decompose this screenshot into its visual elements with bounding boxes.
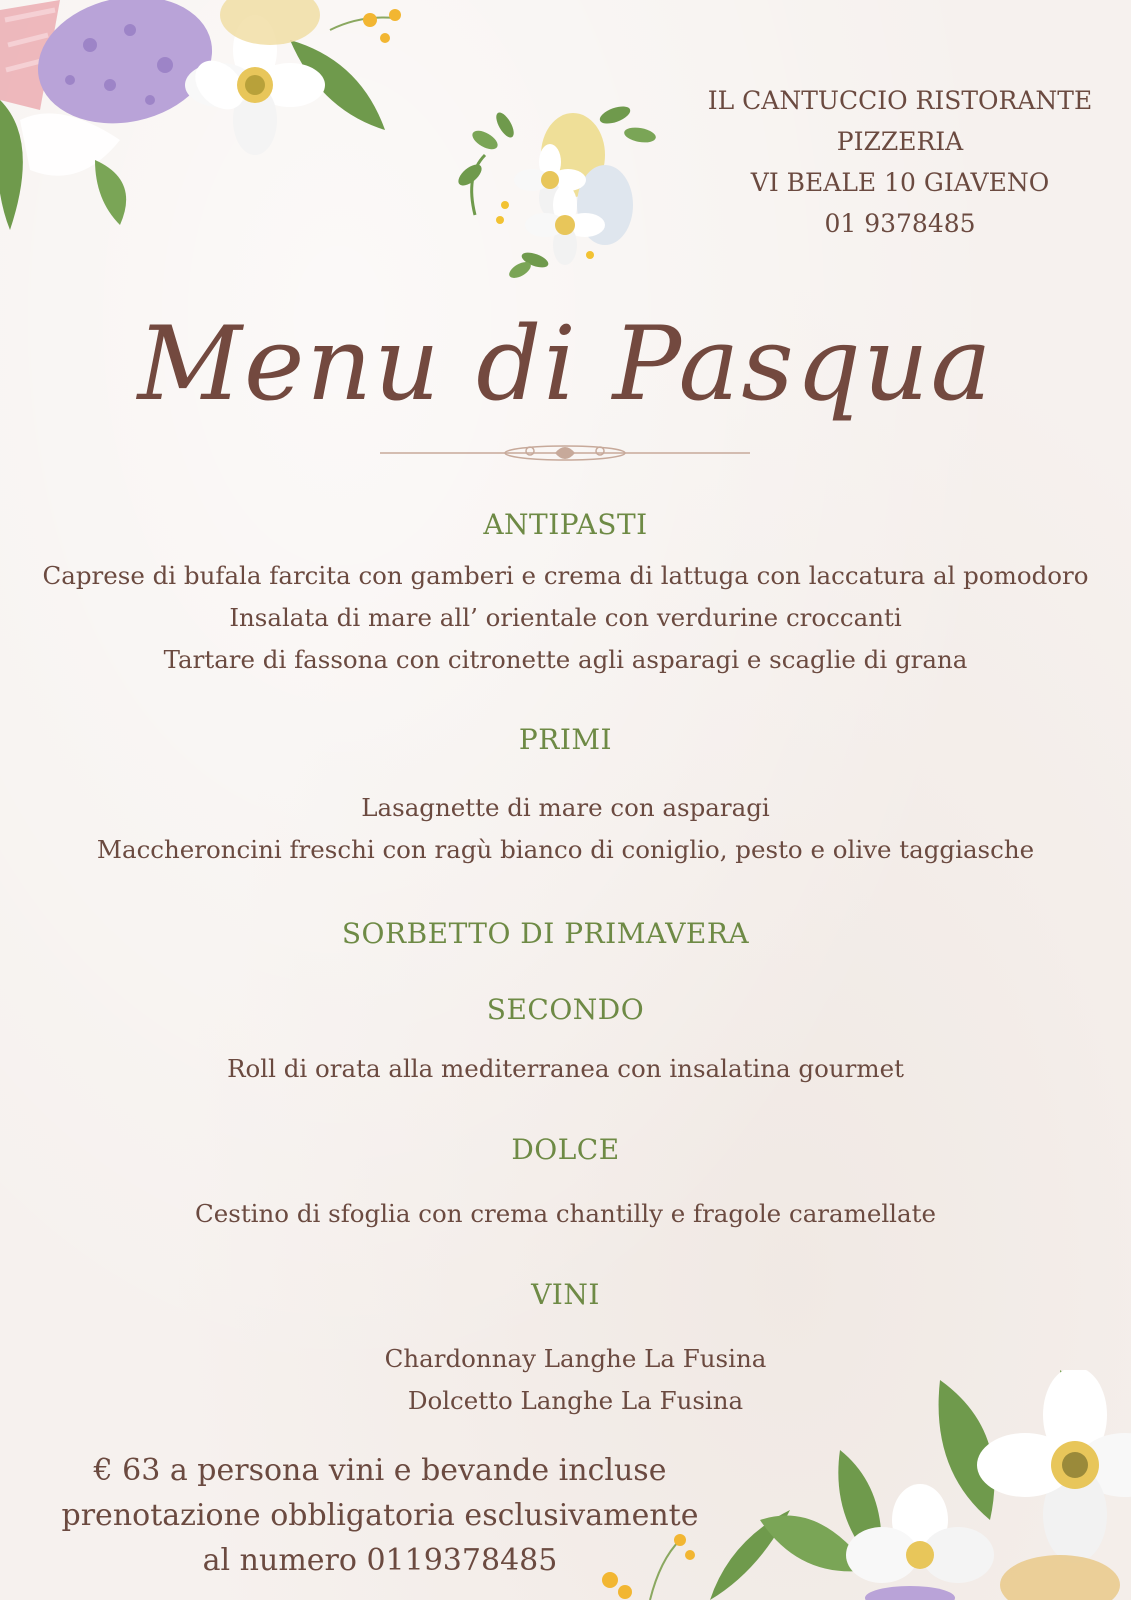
dish-item: Caprese di bufala farcita con gamberi e crema di lattuga con laccatura al pomodoro bbox=[42, 561, 1089, 590]
restaurant-type: PIZZERIA bbox=[836, 127, 964, 156]
flourish-divider bbox=[380, 438, 750, 468]
dish-item: Roll di orata alla mediterranea con insalatina gourmet bbox=[227, 1054, 904, 1083]
section-primi-heading: PRIMI bbox=[518, 723, 613, 756]
restaurant-name: IL CANTUCCIO RISTORANTE bbox=[707, 86, 1093, 115]
flowers-bottom-right bbox=[760, 1370, 1131, 1600]
dish-item: Cestino di sfoglia con crema chantilly e fragole caramellate bbox=[195, 1199, 936, 1228]
dolce-list bbox=[0, 1193, 1131, 1235]
booking-line: prenotazione obbligatoria esclusivamente bbox=[61, 1498, 699, 1533]
section-vini-heading: VINI bbox=[531, 1278, 600, 1311]
page-title: Menu di Pasqua bbox=[137, 305, 994, 424]
primi-list bbox=[0, 787, 1131, 871]
restaurant-address: VI BEALE 10 GIAVENO bbox=[750, 168, 1050, 197]
dish-item: Tartare di fassona con citronette agli asparagi e scaglie di grana bbox=[163, 645, 968, 674]
dish-item: Lasagnette di mare con asparagi bbox=[361, 793, 770, 822]
restaurant-phone: 01 9378485 bbox=[824, 209, 976, 238]
easter-eggs-flowers-top-left bbox=[0, 0, 420, 240]
secondo-list bbox=[0, 1048, 1131, 1090]
restaurant-info bbox=[700, 80, 1100, 244]
easter-eggs-wreath-center bbox=[445, 95, 675, 285]
dish-item: Maccheroncini freschi con ragù bianco di coniglio, pesto e olive taggiasche bbox=[96, 835, 1035, 864]
price-line: € 63 a persona vini e bevande incluse bbox=[93, 1453, 667, 1488]
wine-item: Chardonnay Langhe La Fusina bbox=[384, 1344, 767, 1373]
section-sorbetto-heading: SORBETTO DI PRIMAVERA bbox=[341, 917, 750, 950]
booking-number-line: al numero 0119378485 bbox=[202, 1543, 558, 1578]
dish-item: Insalata di mare all’ orientale con verdurine croccanti bbox=[229, 603, 902, 632]
section-secondo-heading: SECONDO bbox=[486, 993, 645, 1026]
antipasti-list bbox=[0, 555, 1131, 681]
section-antipasti-heading: ANTIPASTI bbox=[483, 508, 648, 541]
section-dolce-heading: DOLCE bbox=[511, 1133, 620, 1166]
wine-item: Dolcetto Langhe La Fusina bbox=[407, 1386, 744, 1415]
